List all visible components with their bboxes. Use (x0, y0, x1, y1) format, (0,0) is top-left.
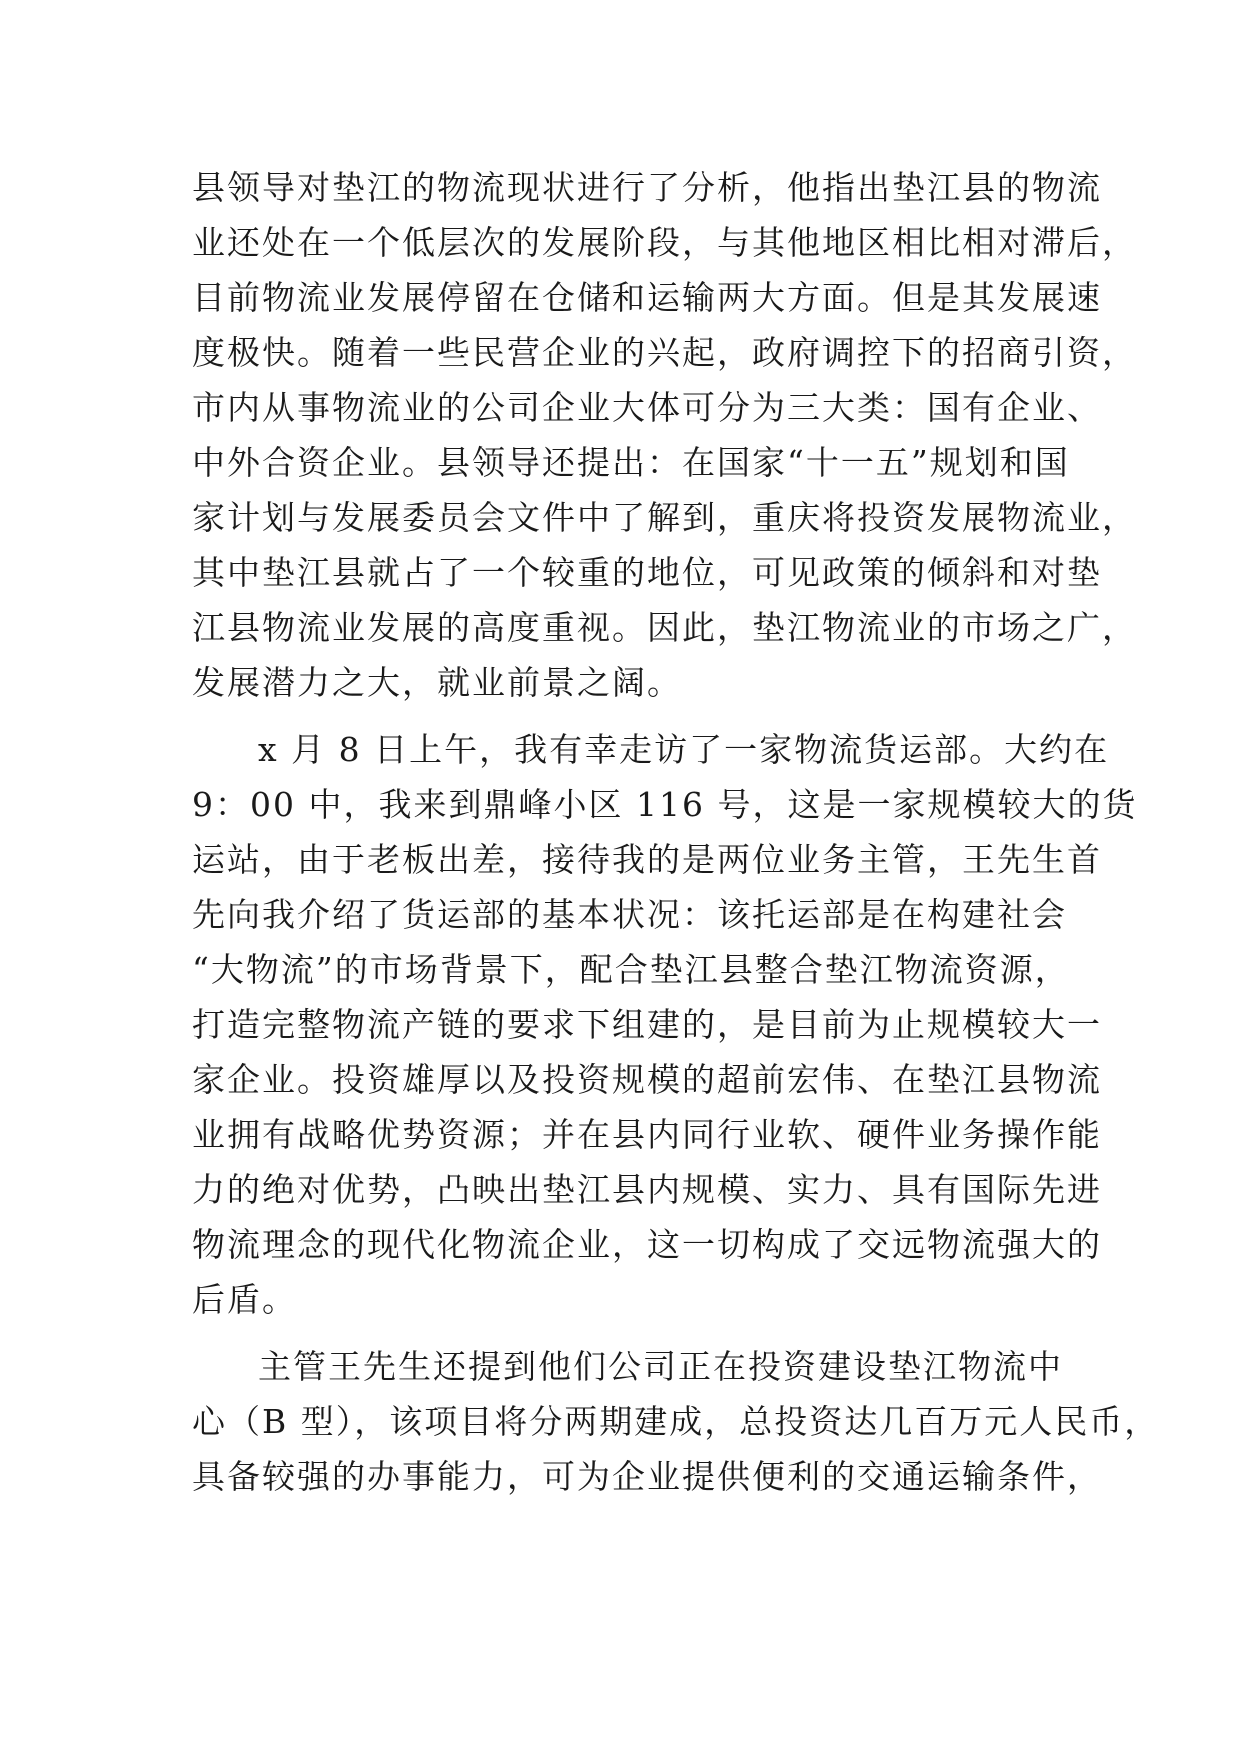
paragraph-line: 9：00 中，我来到鼎峰小区 116 号，这是一家规模较大的货 (192, 785, 1138, 824)
paragraph-line: 业拥有战略优势资源；并在县内同行业软、硬件业务操作能 (192, 1115, 1102, 1154)
document-body (192, 160, 1160, 1504)
paragraph-line: “大物流”的市场背景下，配合垫江县整合垫江物流资源， (192, 950, 1070, 989)
paragraph-line: 后盾。 (192, 1280, 297, 1319)
paragraph-line: 家企业。投资雄厚以及投资规模的超前宏伟、在垫江县物流 (192, 1060, 1102, 1099)
paragraph-line: 家计划与发展委员会文件中了解到，重庆将投资发展物流业， (192, 498, 1137, 537)
paragraph-line: 其中垫江县就占了一个较重的地位，可见政策的倾斜和对垫 (192, 553, 1102, 592)
paragraph-line: 中外合资企业。县领导还提出：在国家“十一五”规划和国 (192, 443, 1070, 482)
paragraph-line: x 月 8 日上午，我有幸走访了一家物流货运部。大约在 (258, 730, 1110, 769)
paragraph-spacer (192, 710, 1072, 722)
paragraph-2 (192, 722, 1138, 1327)
paragraph-spacer (192, 1327, 1072, 1339)
paragraph-line: 主管王先生还提到他们公司正在投资建设垫江物流中 (258, 1347, 1063, 1386)
paragraph-line: 县领导对垫江的物流现状进行了分析，他指出垫江县的物流 (192, 168, 1102, 207)
paragraph-line: 江县物流业发展的高度重视。因此，垫江物流业的市场之广， (192, 608, 1137, 647)
paragraph-line: 力的绝对优势，凸映出垫江县内规模、实力、具有国际先进 (192, 1170, 1102, 1209)
paragraph-line: 心（B 型），该项目将分两期建成，总投资达几百万元人民币， (192, 1402, 1160, 1441)
paragraph-line: 业还处在一个低层次的发展阶段，与其他地区相比相对滞后， (192, 223, 1137, 262)
paragraph-line: 先向我介绍了货运部的基本状况：该托运部是在构建社会 (192, 895, 1067, 934)
paragraph-3 (192, 1339, 1160, 1504)
paragraph-1 (192, 160, 1137, 710)
paragraph-line: 度极快。随着一些民营企业的兴起，政府调控下的招商引资， (192, 333, 1137, 372)
paragraph-line: 发展潜力之大，就业前景之阔。 (192, 663, 682, 702)
paragraph-line: 打造完整物流产链的要求下组建的，是目前为止规模较大一 (192, 1005, 1102, 1044)
paragraph-line: 物流理念的现代化物流企业，这一切构成了交远物流强大的 (192, 1225, 1102, 1264)
paragraph-line: 运站，由于老板出差，接待我的是两位业务主管，王先生首 (192, 840, 1102, 879)
paragraph-line: 市内从事物流业的公司企业大体可分为三大类：国有企业、 (192, 388, 1102, 427)
paragraph-line: 具备较强的办事能力，可为企业提供便利的交通运输条件， (192, 1457, 1102, 1496)
paragraph-line: 目前物流业发展停留在仓储和运输两大方面。但是其发展速 (192, 278, 1102, 317)
